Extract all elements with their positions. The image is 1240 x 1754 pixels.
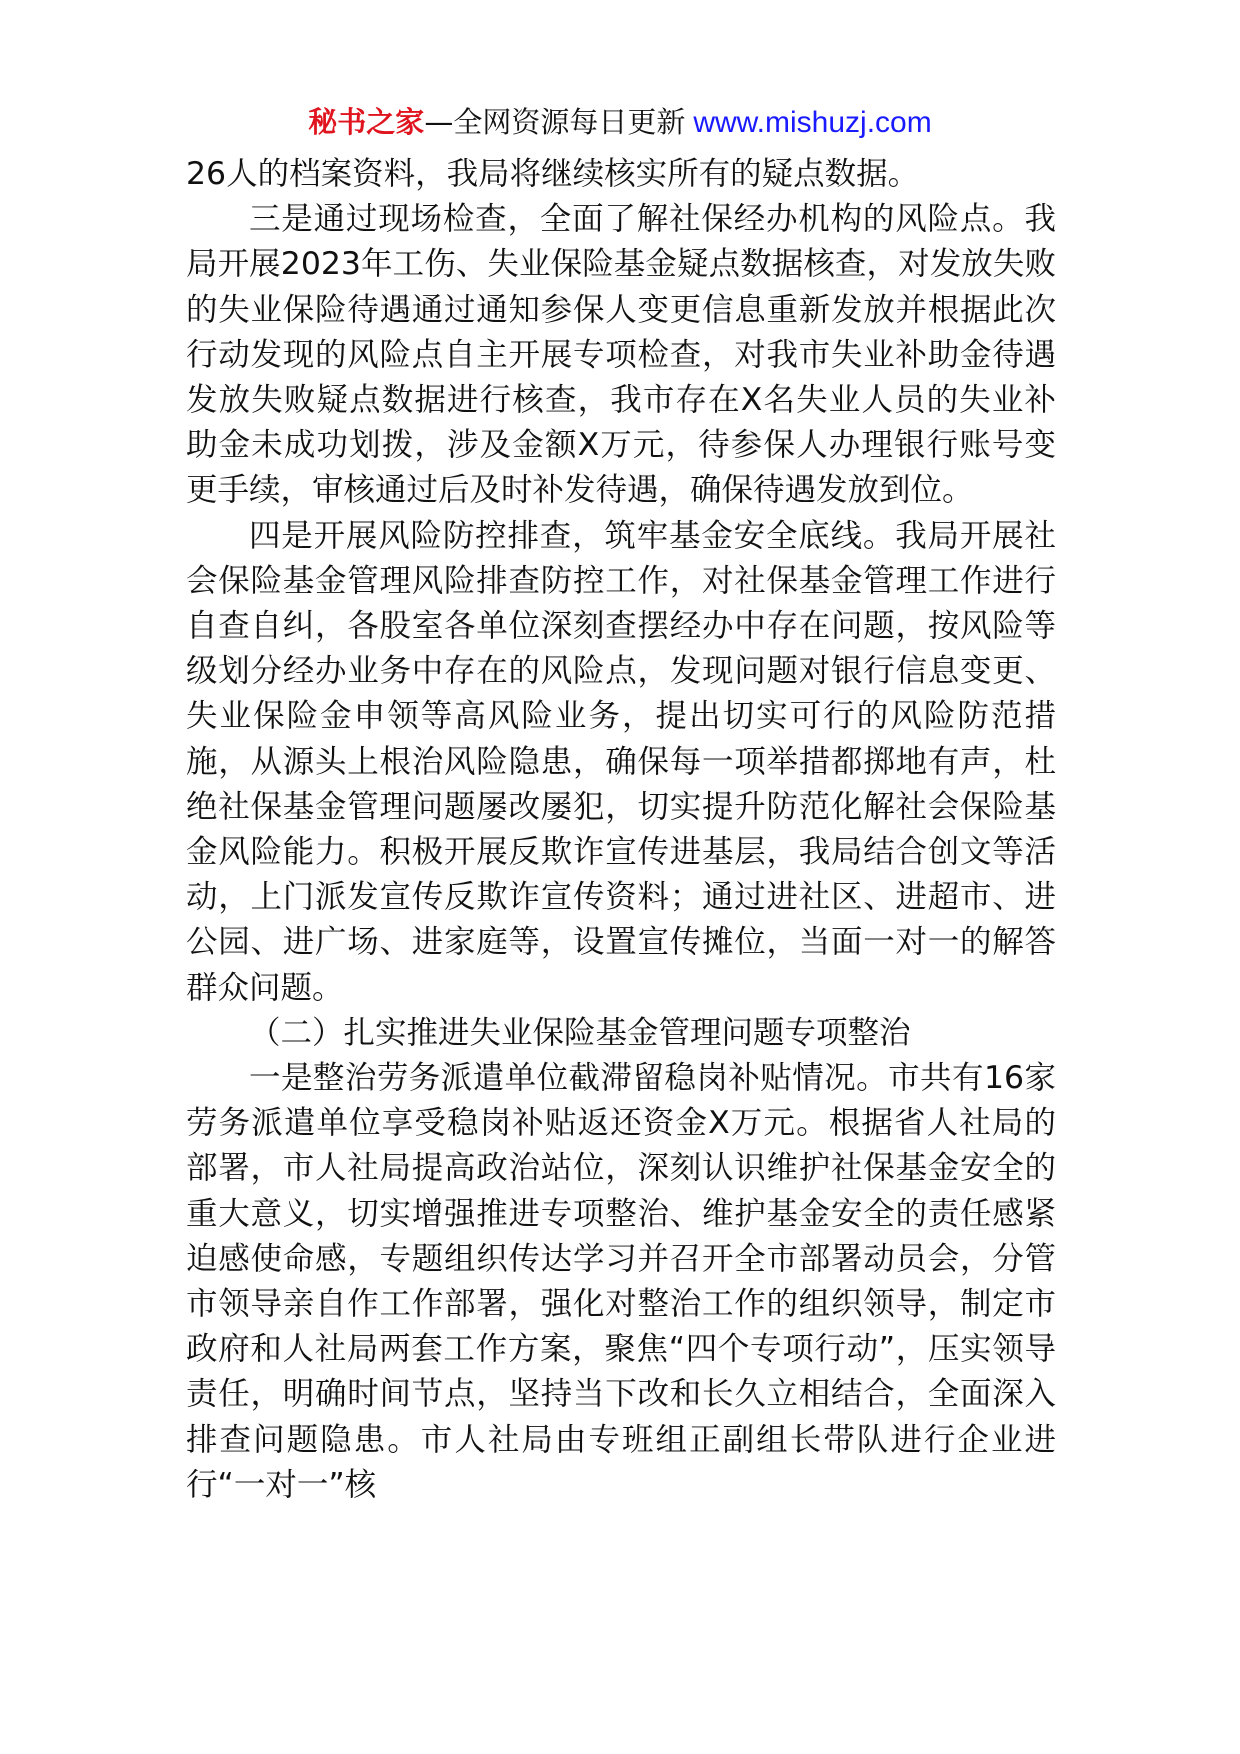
paragraph-site-inspection: 三是通过现场检查，全面了解社保经办机构的风险点。我局开展2023年工伤、失业保险基金疑点数据核查，对发放失败的失业保险待遇通过通知参保人变更信息重新发放并根据此次行动发现的风险点自主开展专项检查，对我市失业补助金待遇发放失败疑点数据进行核查，我市存在X名失业人员的失业补助金未成功划拨，涉及金额X万元，待参保人办理银行账号变更手续，审核通过后及时补发待遇，确保待遇发放到位。 bbox=[186, 201, 1056, 509]
paragraph-continuation: 26人的档案资料，我局将继续核实所有的疑点数据。 bbox=[186, 156, 920, 192]
header-brand: 秘书之家 bbox=[308, 105, 425, 139]
document-body bbox=[186, 152, 1056, 1508]
header-tagline: —全网资源每日更新 bbox=[424, 105, 686, 139]
header-url-link[interactable]: www.mishuzj.com bbox=[693, 106, 932, 139]
page-header bbox=[0, 100, 1240, 145]
paragraph-risk-control: 四是开展风险防控排查，筑牢基金安全底线。我局开展社会保险基金管理风险排查防控工作，对社保基金管理工作进行自查自纠，各股室各单位深刻查摆经办中存在问题，按风险等级划分经办业务中存在的风险点，发现问题对银行信息变更、失业保险金申领等高风险业务，提出切实可行的风险防范措施，从源头上根治风险隐患，确保每一项举措都掷地有声，杜绝社保基金管理问题屡改屡犯，切实提升防范化解社会保险基金风险能力。积极开展反欺诈宣传进基层，我局结合创文等活动，上门派发宣传反欺诈宣传资料；通过进社区、进超市、进公园、进广场、进家庭等，设置宣传摊位，当面一对一的解答群众问题。 bbox=[186, 517, 1056, 1006]
paragraph-labor-dispatch: 一是整治劳务派遣单位截滞留稳岗补贴情况。市共有16家劳务派遣单位享受稳岗补贴返还资金X万元。根据省人社局的部署，市人社局提高政治站位，深刻认识维护社保基金安全的重大意义，切实增强推进专项整治、维护基金安全的责任感紧迫感使命感，专题组织传达学习并召开全市部署动员会，分管市领导亲自作工作部署，强化对整治工作的组织领导，制定市政府和人社局两套工作方案，聚焦“四个专项行动”，压实领导责任，明确时间节点，坚持当下改和长久立相结合，全面深入排查问题隐患。市人社局由专班组正副组长带队进行企业进行“一对一”核 bbox=[186, 1060, 1056, 1503]
section-heading: （二）扎实推进失业保险基金管理问题专项整治 bbox=[249, 1014, 911, 1051]
